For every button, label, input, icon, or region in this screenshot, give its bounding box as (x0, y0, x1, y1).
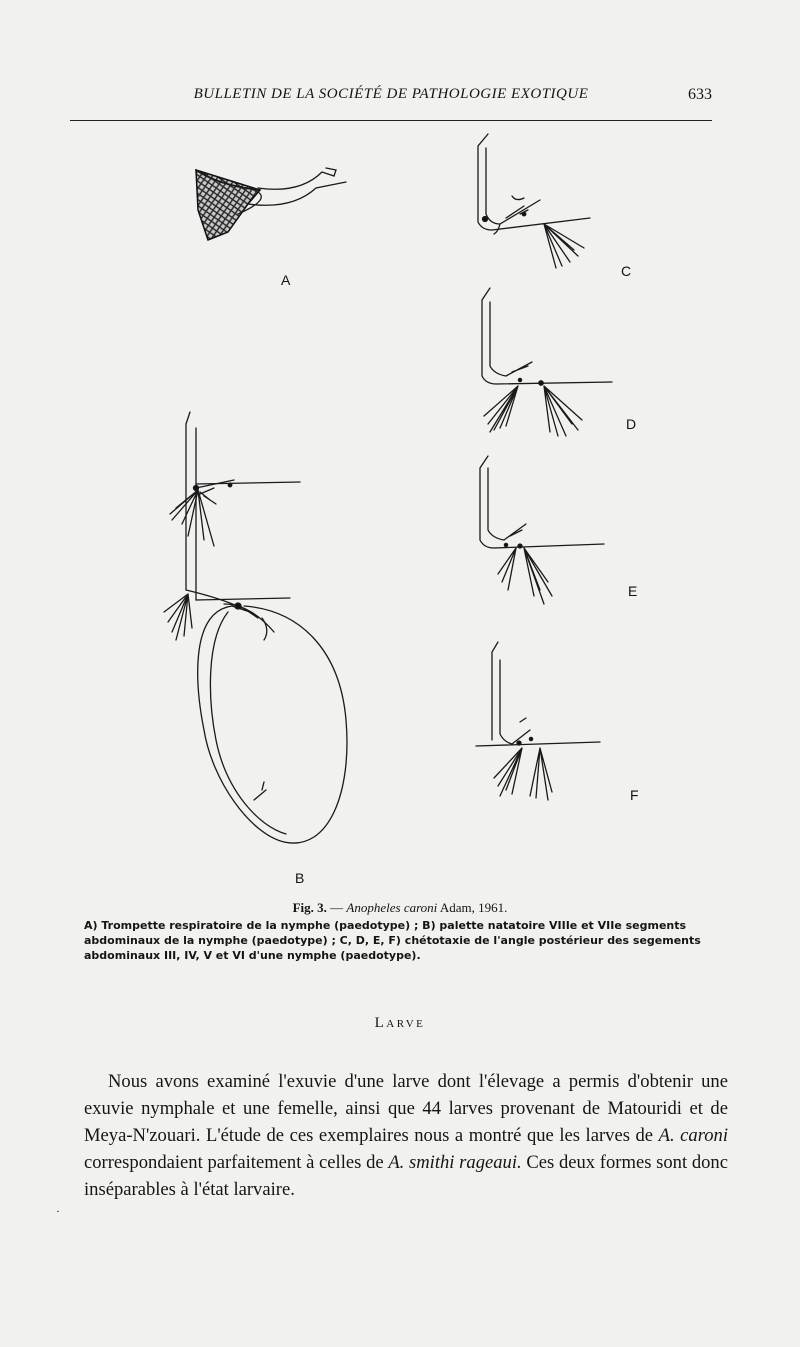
drawing-d-chaetotaxy (482, 288, 612, 436)
drawing-b-paddle (164, 412, 347, 843)
margin-dot: · (56, 1204, 60, 1218)
paragraph-text-3: Ces deux formes sont donc inséparables à l'état larvaire. (84, 1152, 728, 1200)
figure-number: Fig. 3. (292, 900, 327, 915)
figure-label-d: D (626, 416, 637, 432)
drawing-e-chaetotaxy (480, 456, 604, 604)
drawing-c-chaetotaxy (478, 134, 590, 268)
drawing-a-trumpet (196, 168, 346, 240)
paragraph-text-1: Nous avons examiné l'exuvie d'une larve dont l'élevage a permis d'obtenir une exuvie nymphale et une femelle, ainsi que 44 larves provenant de Matouridi et de Meya-N'zouari. L'étude de ces exemplaires nous a montré que les larves de (84, 1071, 728, 1146)
figure-label-a: A (281, 272, 291, 288)
page-number: 633 (688, 86, 712, 103)
section-heading: Larve (374, 1015, 426, 1031)
body-paragraph (84, 1068, 728, 1203)
caption-author-year: Adam, 1961. (439, 900, 508, 915)
caption-dash: — (330, 900, 344, 915)
species-name-smithi-rageaui: A. smithi rageaui. (388, 1152, 522, 1173)
figure-label-f: F (630, 787, 639, 803)
drawing-f-chaetotaxy (476, 642, 600, 800)
species-name-caroni: A. caroni (658, 1125, 729, 1146)
caption-species: Anopheles caroni (346, 900, 438, 915)
figure-label-c: C (621, 263, 632, 279)
figure-label-b: B (295, 870, 305, 886)
running-title: BULLETIN DE LA SOCIÉTÉ DE PATHOLOGIE EXOTIQUE (193, 86, 589, 102)
figure-caption-title (70, 900, 730, 916)
figure-label-e: E (628, 583, 638, 599)
paragraph-text-2: correspondaient parfaitement à celles de (84, 1152, 389, 1173)
figure-caption-body: A) Trompette respiratoire de la nymphe (paedotype) ; B) palette natatoire VIIIe et VIIe segments abdominaux de la nymphe (paedotype) ; C, D, E, F) chétotaxie de l'angle postérieur des segements abdominaux III, IV, V et VI d'une nymphe (paedotype). (84, 919, 701, 962)
